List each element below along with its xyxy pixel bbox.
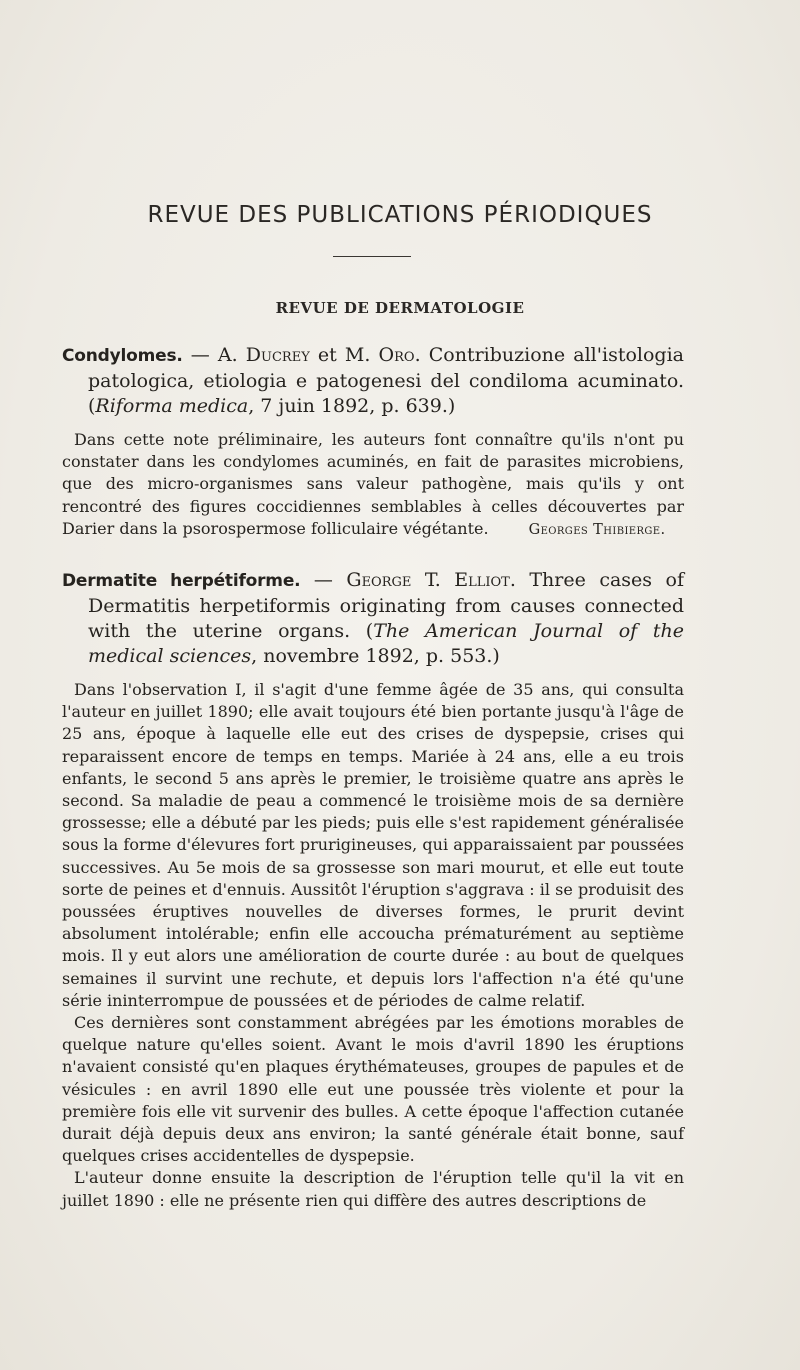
article-title: . Three cases of Dermatitis herpetiformis originating from causes connected with the uterine organs. ( — [88, 569, 685, 642]
body-text: Dans cette note préliminaire, les auteurs font connaître qu'ils n'ont pu constater dans les condylomes acuminés, en fait de parasites microbiens, que des micro-organismes sans valeur pathogène, mais qu'ils y ont rencontré des figures coccidiennes semblables à celles découvertes par Darier dans la psorospermose folliculaire végétante. — [62, 430, 684, 538]
author-name: George T. Elliot — [346, 569, 510, 591]
article-body — [62, 429, 684, 541]
author-name: Ducrey — [245, 344, 310, 366]
article-heading — [62, 568, 684, 669]
authors-and: et M. — [309, 344, 379, 366]
article-paragraph: Ces dernières sont constamment abrégées par les émotions morables de quelque nature qu'elles soient. Avant le mois d'avril 1890 les éruptions n'avaient consisté qu'en plaques érythémateuses, groupes de papules et de vésicules : en avril 1890 elle eut une poussée très violente et pour la première fois elle vit survenir des bulles. A cette époque l'affection cutanée durait déjà depuis deux ans environ; la santé générale était bonne, sauf quelques crises accidentelles de dyspepsie. — [62, 1013, 684, 1166]
article-head-word: Condylomes. — [62, 346, 183, 366]
running-head: REVUE DES PUBLICATIONS PÉRIODIQUES — [147, 202, 653, 228]
article-heading — [62, 343, 684, 419]
citation: , novembre 1892, p. 553.) — [251, 645, 500, 667]
journal-name: Riforma medica — [95, 395, 249, 417]
article-title: . Contribuzione all'istologia patologica, etiologia e patogenesi del condiloma acuminato. ( — [88, 344, 684, 417]
section-title: REVUE DE DERMATOLOGIE — [275, 299, 525, 317]
author-name: Oro — [378, 344, 415, 366]
heading-dash: — — [300, 569, 347, 591]
article-dermatite — [62, 568, 684, 1212]
authors-prefix: A. — [217, 344, 246, 366]
citation: , 7 juin 1892, p. 639.) — [248, 395, 456, 417]
article-head-word: Dermatite herpétiforme. — [62, 571, 301, 591]
article-paragraph: Dans l'observation I, il s'agit d'une femme âgée de 35 ans, qui consulta l'auteur en juillet 1890; elle avait toujours été bien portante jusqu'à l'âge de 25 ans, époque à laquelle elle eut des crises de dyspepsie, crises qui reparaissent encore de temps en temps. Mariée à 24 ans, elle a eu trois enfants, le second 5 ans après le premier, le troisième quatre ans après le second. Sa maladie de peau a commencé le troisième mois de sa dernière grossesse; elle a débuté par les pieds; puis elle s'est rapidement généralisée sous la forme d'élevures fort prurigineuses, qui apparaissaient par poussées successives. Au 5e mois de sa grossesse son mari mourut, et elle eut toute sorte de peines et d'ennuis. Aussitôt l'éruption s'aggrava : il se produisit des poussées éruptives nouvelles de diverses formes, le prurit devint absolument intolérable; enfin elle accoucha prématurément au septième mois. Il y eut alors une amélioration de courte durée : au bout de quelques semaines il survint une rechute, et depuis lors l'affection n'a été qu'une série ininterrompue de poussées et de périodes de calme relatif. — [62, 680, 684, 1010]
article-condylomes — [62, 343, 684, 541]
article-paragraph: L'auteur donne ensuite la description de l'éruption telle qu'il la vit en juillet 1890 : elle ne présente rien qui diffère des autres descriptions de — [62, 1168, 684, 1210]
heading-dash: — — [182, 344, 218, 366]
title-rule — [333, 256, 411, 257]
reviewer-signature: Georges Thibierge. — [528, 521, 666, 538]
journal-name: The American Journal of the medical sciences — [88, 620, 684, 667]
